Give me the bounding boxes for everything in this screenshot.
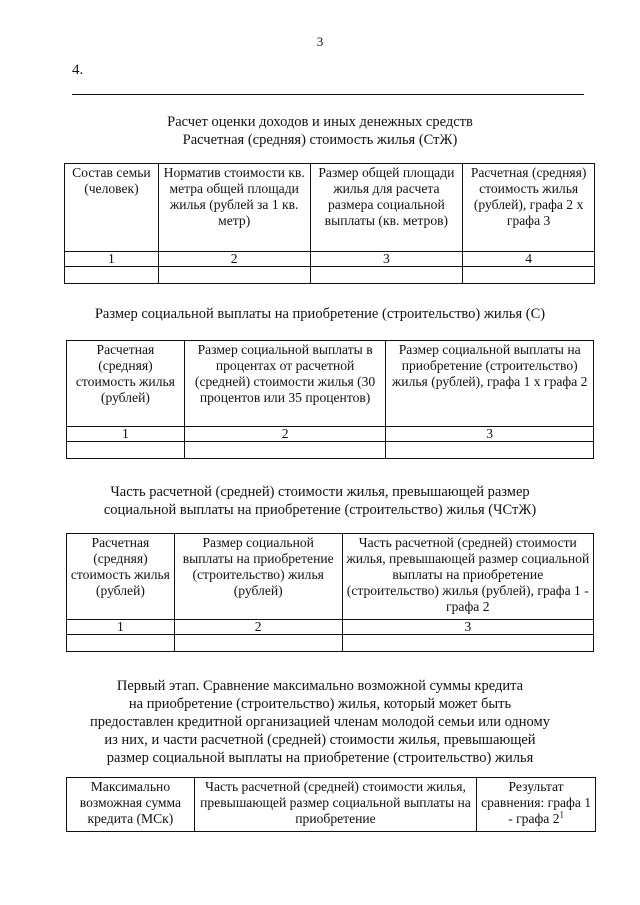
section1-col-number-2: 2 [158,252,310,267]
section2-empty-cell [67,442,185,459]
section4-title-line5: размер социальной выплаты на приобретение (строительство) жилья [106,750,534,766]
section4-title-line3: предоставлен кредитной организацией членам молодой семьи или одному [90,714,550,730]
section4-header-2: Часть расчетной (средней) стоимости жилья, превышающей размер социальной выплаты на приобретение [194,778,476,832]
section1-header-2: Норматив стоимости кв. метра общей площади жилья (рублей за 1 кв. метр) [158,164,310,252]
item-number: 4. [72,62,84,78]
section3-title-line1: Часть расчетной (средней) стоимости жилья, превышающей размер [110,484,530,500]
section3-header-1: Расчетная (средняя) стоимость жилья (рублей) [67,534,175,620]
section3-empty-cell [67,635,175,652]
section1-header-1: Состав семьи (человек) [65,164,159,252]
footnote-mark: 1 [559,809,565,820]
section1-empty-cell [158,267,310,284]
section3-col-number-2: 2 [174,620,342,635]
section3-col-number-1: 1 [67,620,175,635]
section1-header-4: Расчетная (средняя) стоимость жилья (рублей), графа 2 х графа 3 [463,164,595,252]
section1-col-number-1: 1 [65,252,159,267]
section1-col-number-3: 3 [310,252,463,267]
section1-header-3: Размер общей площади жилья для расчета размера социальной выплаты (кв. метров) [310,164,463,252]
section3-empty-cell [342,635,593,652]
section1-col-number-4: 4 [463,252,595,267]
section2-empty-cell [386,442,594,459]
section1-title-line2: Расчетная (средняя) стоимость жилья (СтЖ) [182,132,458,148]
section2-table [66,340,594,459]
section1-title-line1: Расчет оценки доходов и иных денежных средств [167,114,473,130]
section4-header-3: Результат сравнения: графа 1 - графа 2 [481,779,592,826]
section2-col-number-3: 3 [386,427,594,442]
section2-header-1: Расчетная (средняя) стоимость жилья (рублей) [67,341,185,427]
section1-table [64,163,595,284]
page-number: 3 [316,34,324,49]
section2-header-2: Размер социальной выплаты в процентах от расчетной (средней) стоимости жилья (30 процентов или 35 процентов) [184,341,386,427]
section4-table [66,777,596,832]
section1-empty-cell [310,267,463,284]
section4-header-3-cell [477,778,596,832]
section2-empty-cell [184,442,386,459]
section2-col-number-1: 1 [67,427,185,442]
section3-header-2: Размер социальной выплаты на приобретение (строительство) жилья (рублей) [174,534,342,620]
section3-empty-cell [174,635,342,652]
section3-table [66,533,594,652]
section2-title: Размер социальной выплаты на приобретение (строительство) жилья (С) [94,306,546,322]
section1-empty-cell [463,267,595,284]
section4-title-line2: на приобретение (строительство) жилья, который может быть [128,696,512,712]
section1-empty-cell [65,267,159,284]
section4-header-1: Максимально возможная сумма кредита (МСк) [67,778,195,832]
section3-title-line2: социальной выплаты на приобретение (строительство) жилья (ЧСтЖ) [103,502,537,518]
section3-col-number-3: 3 [342,620,593,635]
section4-title-line1: Первый этап. Сравнение максимально возможной суммы кредита [116,678,524,694]
section3-header-3: Часть расчетной (средней) стоимости жилья, превышающей размер социальной выплаты на приобретение (строительство) жилья (рублей), графа 1 - графа 2 [342,534,593,620]
section2-col-number-2: 2 [184,427,386,442]
section4-title-line4: из них, и части расчетной (средней) стоимости жилья, превышающей [104,732,536,748]
top-rule [72,94,584,95]
section2-header-3: Размер социальной выплаты на приобретение (строительство) жилья (рублей), графа 1 х графа 2 [386,341,594,427]
